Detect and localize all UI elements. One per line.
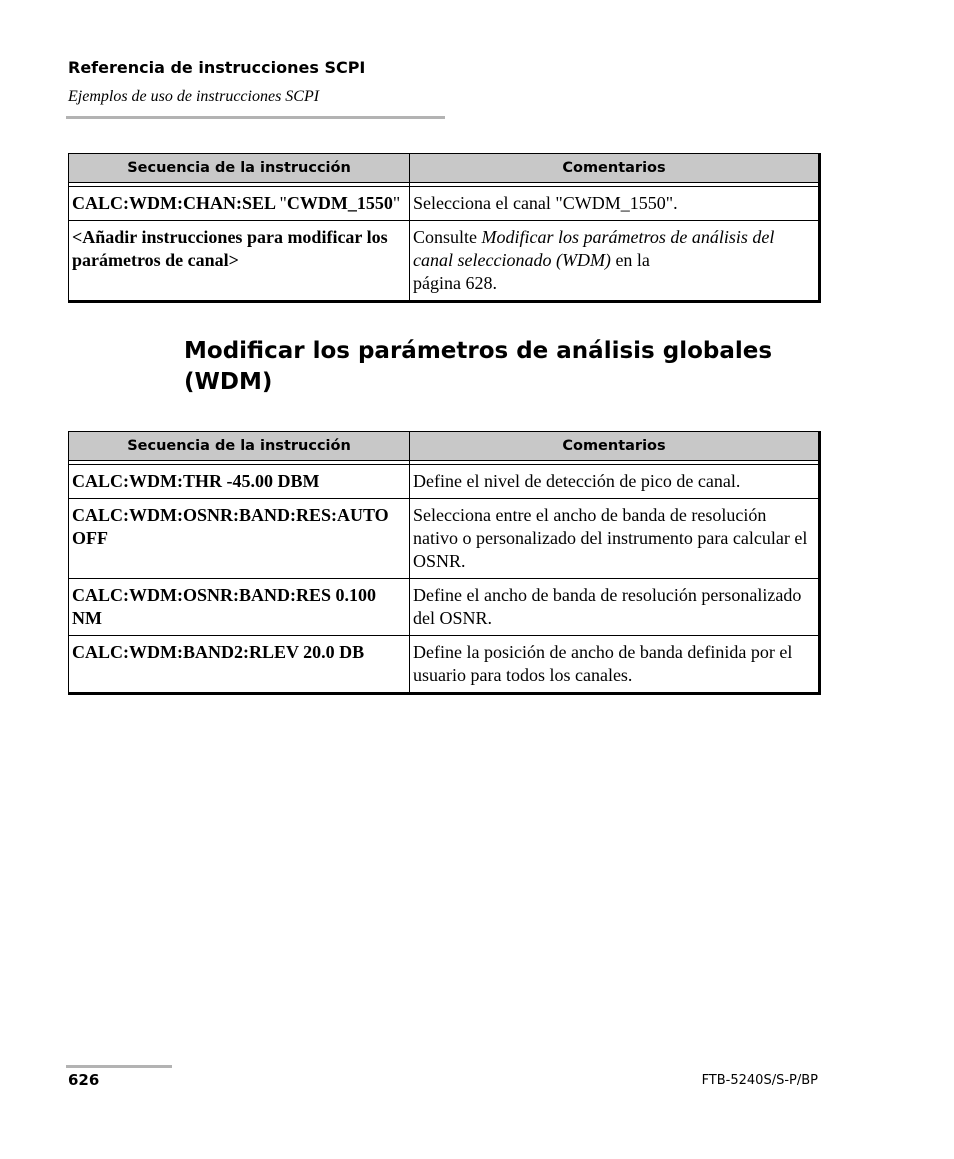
command-quote-close: " xyxy=(392,193,401,213)
command-cell: CALC:WDM:THR -45.00 DBM xyxy=(69,465,410,499)
comment-text: en la xyxy=(610,250,650,270)
comment-cell: Define la posición de ancho de banda definida por el usuario para todos los canales. xyxy=(410,636,820,694)
running-header-subtitle: Ejemplos de uso de instrucciones SCPI xyxy=(68,88,320,105)
header-divider xyxy=(66,116,445,119)
table-row xyxy=(69,636,820,694)
command-table-global xyxy=(68,431,821,695)
cross-reference-link[interactable]: Modificar los parámetros de análisis del canal seleccionado (WDM) xyxy=(413,227,775,270)
command-cell: CALC:WDM:BAND2:RLEV 20.0 DB xyxy=(69,636,410,694)
command-quote-open: " xyxy=(279,193,287,213)
comment-cell xyxy=(410,221,820,302)
comment-cell: Define el nivel de detección de pico de canal. xyxy=(410,465,820,499)
column-header-sequence: Secuencia de la instrucción xyxy=(69,432,410,461)
table-header-row xyxy=(69,432,820,461)
running-header-title: Referencia de instrucciones SCPI xyxy=(68,58,366,77)
table-row xyxy=(69,499,820,579)
column-header-comments: Comentarios xyxy=(410,432,820,461)
command-argument: CWDM_1550 xyxy=(286,193,393,213)
column-header-sequence: Secuencia de la instrucción xyxy=(69,154,410,183)
command-cell: <Añadir instrucciones para modificar los parámetros de canal> xyxy=(69,221,410,302)
comment-text: Consulte xyxy=(413,227,482,247)
footer-divider xyxy=(66,1065,172,1068)
table-row xyxy=(69,187,820,221)
command-table-channel xyxy=(68,153,821,303)
comment-cell: Define el ancho de banda de resolución personalizado del OSNR. xyxy=(410,579,820,636)
section-heading: Modificar los parámetros de análisis globales (WDM) xyxy=(184,338,773,395)
table-row xyxy=(69,221,820,302)
page-reference[interactable]: página 628. xyxy=(413,273,497,293)
command-cell: CALC:WDM:OSNR:BAND:RES 0.100 NM xyxy=(69,579,410,636)
command-part: CALC:WDM:CHAN:SEL xyxy=(72,193,280,213)
comment-cell: Selecciona el canal "CWDM_1550". xyxy=(410,187,820,221)
command-cell: CALC:WDM:OSNR:BAND:RES:AUTO OFF xyxy=(69,499,410,579)
column-header-comments: Comentarios xyxy=(410,154,820,183)
command-cell xyxy=(69,187,410,221)
table-row xyxy=(69,465,820,499)
document-code: FTB-5240S/S-P/BP xyxy=(701,1073,818,1088)
page-number: 626 xyxy=(68,1071,100,1089)
table-header-row xyxy=(69,154,820,183)
comment-cell: Selecciona entre el ancho de banda de resolución nativo o personalizado del instrumento para calcular el OSNR. xyxy=(410,499,820,579)
table-row xyxy=(69,579,820,636)
